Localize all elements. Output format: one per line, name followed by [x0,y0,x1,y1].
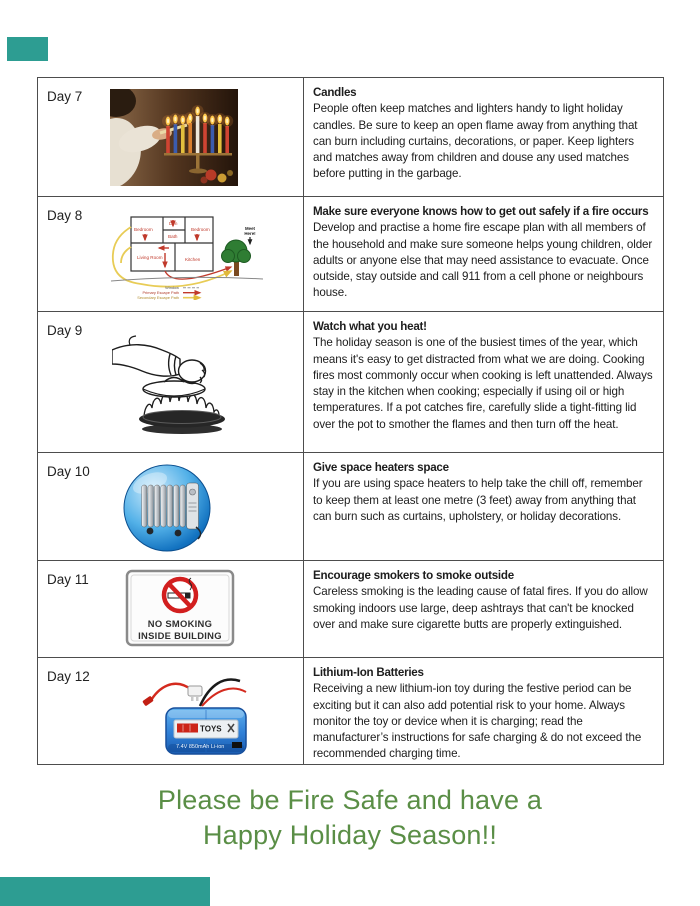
table-row [38,453,663,561]
svg-text:Primary Escape Path: Primary Escape Path [142,290,179,295]
sign-text-line2: INSIDE BUILDING [138,630,222,641]
space-heater-illustration [122,463,212,553]
info-cell [303,312,663,452]
row-title: Give space heaters space [313,461,449,474]
svg-text:Bedroom: Bedroom [191,227,210,232]
day-label: Day 7 [47,89,83,104]
row-body: The holiday season is one of the busiest times of the year, which means it's easy to get distracted from what we are doing. Cooking fires most commonly occur when cooking is left unattended. Always stay in the kitchen when cooking; especially if using oil or high temperatures. If a pot catches fire, carefully slide a tight-fitting lid over the pot to smother the flames and then turn off the heat. [313,336,653,431]
row-body: Develop and practise a home fire escape plan with all members of the household and make sure someone helps young children, older adults or anyone else that may need assistance to evacuate. Once outside, stay outside and call 911 from a cell phone or neighbours house. [313,221,653,300]
no-smoking-sign [125,569,235,647]
pot-lid-over-fire-drawing [112,328,248,438]
home-fire-escape-plan [107,205,267,300]
svg-text:Bath: Bath [168,234,178,239]
teal-accent-top [7,37,48,61]
menorah-candle-photo [110,89,238,186]
info-cell [303,78,663,196]
label-black-chip [232,742,242,748]
lithium-ion-battery-photo [140,668,255,760]
svg-text:Bedroom: Bedroom [134,227,153,232]
day-cell [38,561,303,657]
info-cell [303,658,663,764]
battery-label [174,720,238,738]
caster-wheel [175,530,182,537]
row-body: People often keep matches and lighters handy to light holiday candles. Be sure to keep an open flame away from anything that can burn including curtains, decorations, or paper. Keep lighters and matches away from children and douse any used matches before putting in the garbage. [313,102,638,181]
caster-wheel [147,528,154,535]
day-label: Day 9 [47,323,83,338]
row-title: Lithium-Ion Batteries [313,666,424,679]
info-cell [303,197,663,311]
sign-text-line1: NO SMOKING [147,618,213,629]
red-wire [150,684,192,702]
day-cell [38,453,303,560]
table-row [38,78,663,197]
table-row [38,658,663,764]
row-body: If you are using space heaters to help take the chill off, remember to keep them at least one metre (3 feet) away from anything that can burn such as curtains, upholstery, or holiday decorations. [313,477,643,523]
row-title: Make sure everyone knows how to get out safely if a fire occurs [313,205,649,218]
battery-spec-text: 7.4V 850mAh Li-ion [176,744,225,750]
info-cell [303,561,663,657]
svg-text:Kitchen: Kitchen [185,257,201,262]
day-cell [38,312,303,452]
day-cell [38,78,303,196]
holiday-message [0,783,700,853]
info-cell [303,453,663,560]
day-label: Day 10 [47,464,90,479]
prohibition-symbol [164,578,196,611]
table-row [38,561,663,658]
holiday-message-line1: Please be Fire Safe and have a [157,785,543,815]
fire-safety-table [37,77,664,765]
connector-plug [188,686,202,696]
svg-text:Secondary Escape Path: Secondary Escape Path [137,295,179,300]
svg-text:Here!: Here! [244,231,256,236]
brand-text: TOYS [200,724,222,734]
row-title: Encourage smokers to smoke outside [313,569,514,582]
svg-text:Living Room: Living Room [137,255,163,260]
day-label: Day 12 [47,669,90,684]
table-row [38,197,663,312]
svg-text:Den: Den [169,221,178,226]
day-cell [38,197,303,311]
teal-accent-bottom [0,877,210,906]
svg-text:Window: Window [165,285,179,290]
day-label: Day 11 [47,572,89,587]
row-title: Candles [313,86,357,99]
svg-text:Meet: Meet [244,226,256,231]
table-row [38,312,663,453]
row-body: Receiving a new lithium-ion toy during the festive period can be exciting but it can also add potential risk to your home. Always monitor the toy or device when it is charging; read the manufacturer’s instructions for safe charging & do not exceed the recommended charging time. [313,682,642,761]
brand-logo-red [177,724,198,733]
day-cell [38,658,303,764]
thermostat-knob [190,489,196,495]
row-body: Careless smoking is the leading cause of fatal fires. If you do allow smoking indoors use large, deep ashtrays that can't be knocked over and make sure cigarette butts are properly extinguished. [313,585,648,631]
row-title: Watch what you heat! [313,320,427,333]
day-label: Day 8 [47,208,83,223]
holiday-message-line2: Happy Holiday Season!! [202,820,498,850]
